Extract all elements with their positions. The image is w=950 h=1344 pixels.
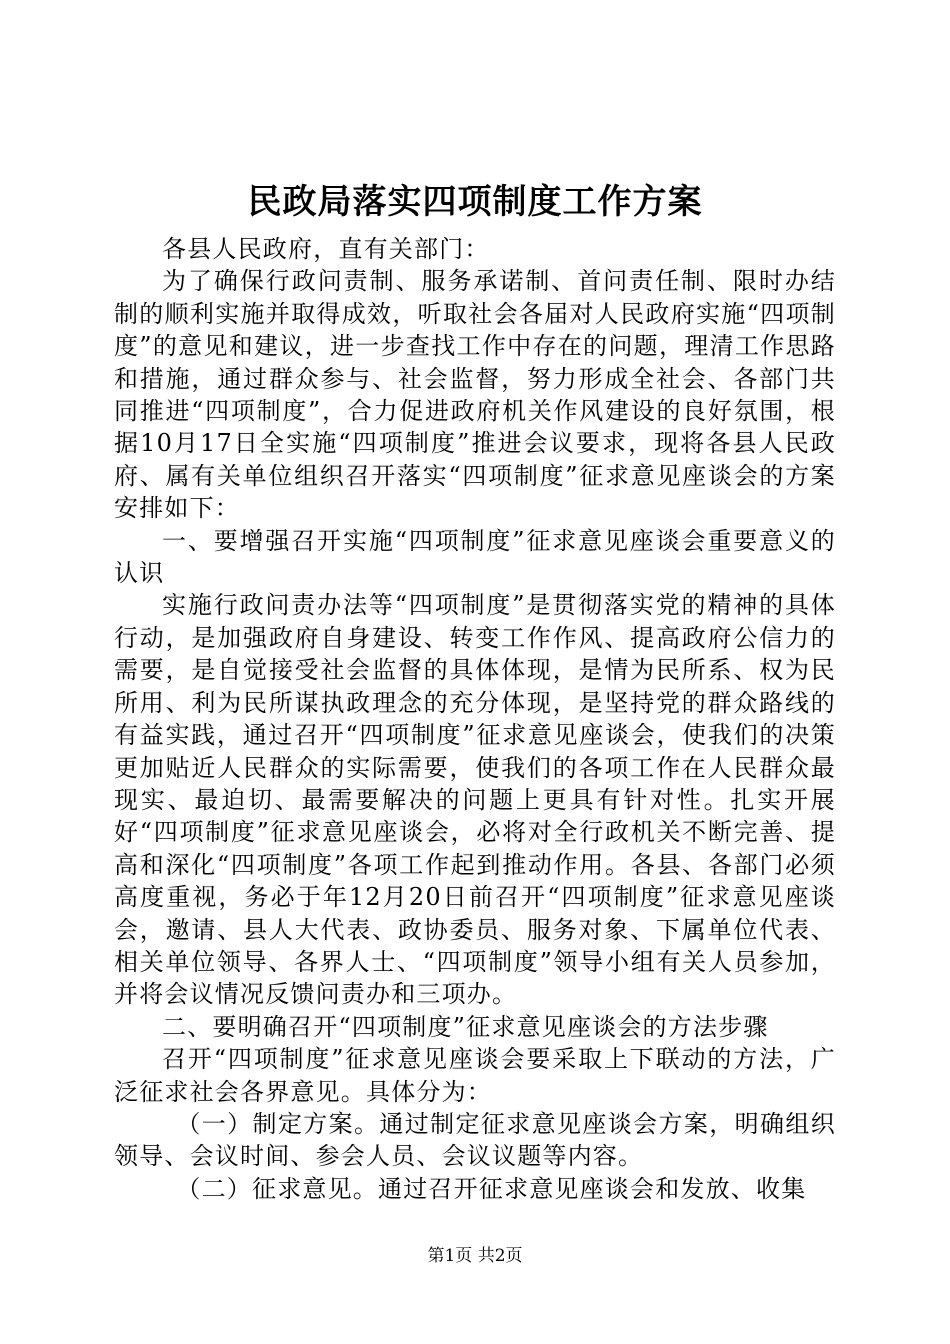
intro-paragraph: 为了确保行政问责制、服务承诺制、首问责任制、限时办结制的顺利实施并取得成效，听取社会各届对人民政府实施“四项制度”的意见和建议，进一步查找工作中存在的问题，理清工作思路和措施，通过群众参与、社会监督，努力形成全社会、各部门共同推进“四项制度”，合力促进政府机关作风建设的良好氛围，根据10月17日全实施“四项制度”推进会议要求，现将各县人民政府、属有关单位组织召开落实“四项制度”征求意见座谈会的方案安排如下： [114,267,836,523]
section-heading-2: 二、要明确召开“四项制度”征求意见座谈会的方法步骤 [162,1012,769,1041]
section-2-paragraph: 召开“四项制度”征求意见座谈会要采取上下联动的方法，广泛征求社会各界意见。具体分为： [114,1045,836,1106]
step-1-paragraph: （一）制定方案。通过制定征求意见座谈会方案，明确组织领导、会议时间、参会人员、会议议题等内容。 [114,1109,836,1171]
document-body [114,233,836,1205]
page-number-footer: 第1页 共2页 [427,1246,523,1266]
document-title: 民政局落实四项制度工作方案 [247,182,703,222]
section-heading-1: 一、要增强召开实施“四项制度”征求意见座谈会重要意义的认识 [114,526,836,588]
section-1-paragraph: 实施行政问责办法等“四项制度”是贯彻落实党的精神的具体行动，是加强政府自身建设、转变工作作风、提高政府公信力的需要，是自觉接受社会监督的具体体现，是情为民所系、权为民所用、利为民所谋执政理念的充分体现，是坚持党的群众路线的有益实践，通过召开“四项制度”征求意见座谈会，使我们的决策更加贴近人民群众的实际需要，使我们的各项工作在人民群众最现实、最迫切、最需要解决的问题上更具有针对性。扎实开展好“四项制度”征求意见座谈会，必将对全行政机关不断完善、提高和深化“四项制度”各项工作起到推动作用。各县、各部门必须高度重视，务必于年12月20日前召开“四项制度”征求意见座谈会，邀请、县人大代表、政协委员、服务对象、下属单位代表、相关单位领导、各界人士、“四项制度”领导小组有关人员参加，并将会议情况反馈问责办和三项办。 [114,591,836,1009]
step-2-paragraph: （二）征求意见。通过召开征求意见座谈会和发放、收集 [176,1174,807,1203]
salutation-paragraph: 各县人民政府，直有关部门： [162,235,490,263]
